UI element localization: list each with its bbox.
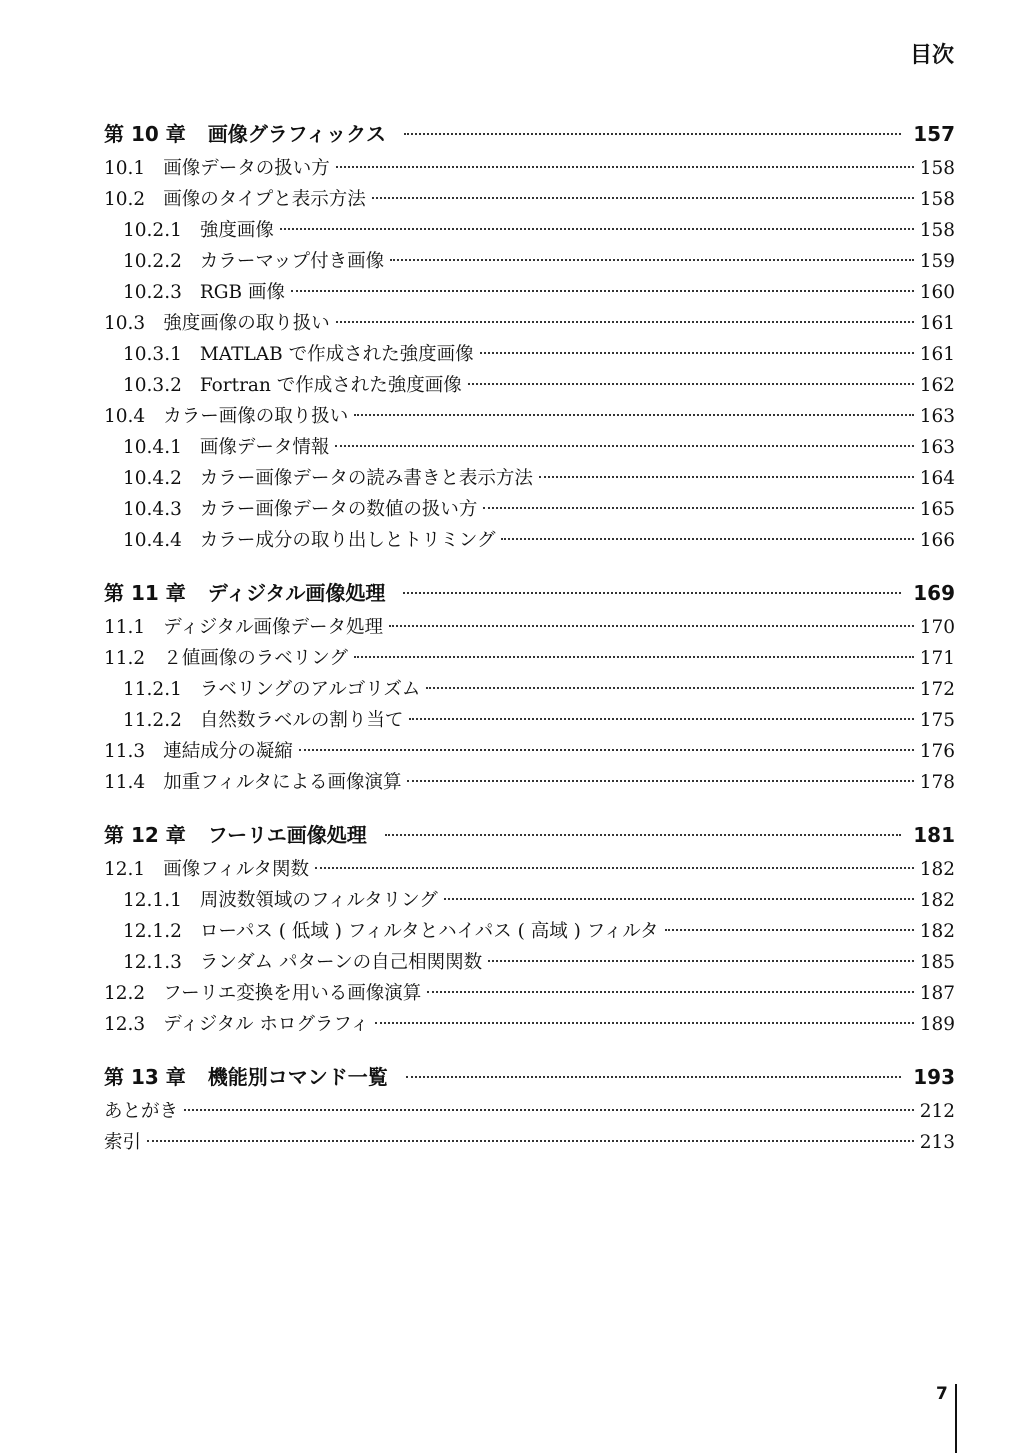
leader-dots: [280, 228, 914, 230]
leader-dots: [291, 290, 914, 292]
leader-dots: [444, 898, 914, 900]
entry-title: 周波数領域のフィルタリング: [199, 890, 438, 911]
toc-entry[interactable]: [104, 402, 955, 433]
toc-entry[interactable]: [104, 644, 955, 675]
entry-page: 172: [919, 679, 955, 700]
table-of-contents: [104, 118, 955, 1179]
leader-dots: [404, 133, 901, 135]
toc-entry-index[interactable]: [104, 1128, 955, 1159]
entry-title: カラー画像の取り扱い: [163, 406, 349, 427]
toc-entry[interactable]: [104, 464, 955, 495]
entry-title: 索引: [104, 1132, 142, 1153]
entry-title: カラーマップ付き画像: [199, 251, 385, 272]
entry-number: 10.2.3: [123, 282, 182, 303]
entry-title: ランダム パターンの自己相関関数: [199, 952, 483, 973]
entry-title: MATLAB で作成された強度画像: [199, 344, 474, 365]
toc-entry-afterword[interactable]: [104, 1097, 955, 1128]
chapter-page: 157: [913, 122, 955, 146]
entry-number: 12.1: [104, 859, 146, 880]
toc-entry[interactable]: [104, 948, 955, 979]
leader-dots: [336, 166, 914, 168]
entry-number: 11.2.1: [123, 679, 182, 700]
chapter-heading[interactable]: [104, 577, 955, 613]
chapter-number: 第 11 章: [104, 581, 186, 605]
chapter-11: [104, 577, 955, 799]
toc-entry[interactable]: [104, 979, 955, 1010]
entry-title: あとがき: [104, 1101, 179, 1122]
entry-number: 10.4.4: [123, 530, 182, 551]
toc-entry[interactable]: [104, 526, 955, 557]
entry-page: 159: [919, 251, 955, 272]
chapter-page: 181: [913, 823, 955, 847]
toc-entry[interactable]: [104, 185, 955, 216]
leader-dots: [385, 834, 901, 836]
entry-page: 170: [919, 617, 955, 638]
entry-page: 161: [919, 344, 955, 365]
toc-entry[interactable]: [104, 706, 955, 737]
entry-number: 10.3.1: [123, 344, 182, 365]
entry-page: 161: [919, 313, 955, 334]
leader-dots: [147, 1140, 914, 1142]
entry-page: 213: [919, 1132, 955, 1153]
chapter-number: 第 13 章: [104, 1065, 186, 1089]
leader-dots: [488, 960, 914, 962]
entry-number: 12.2: [104, 983, 146, 1004]
entry-page: 189: [919, 1014, 955, 1035]
entry-title: Fortran で作成された強度画像: [199, 375, 462, 396]
leader-dots: [389, 625, 914, 627]
leader-dots: [409, 718, 913, 720]
chapter-12: [104, 819, 955, 1041]
leader-dots: [427, 991, 913, 993]
leader-dots: [336, 321, 914, 323]
entry-number: 10.3.2: [123, 375, 182, 396]
page-header-title: 目次: [909, 43, 954, 68]
entry-page: 176: [919, 741, 955, 762]
entry-title: 強度画像の取り扱い: [163, 313, 330, 334]
leader-dots: [480, 352, 914, 354]
entry-page: 162: [919, 375, 955, 396]
chapter-heading[interactable]: [104, 819, 955, 855]
chapter-title: フーリエ画像処理: [207, 823, 367, 847]
leader-dots: [184, 1109, 914, 1111]
toc-entry[interactable]: [104, 917, 955, 948]
entry-number: 11.2: [104, 648, 146, 669]
toc-entry[interactable]: [104, 886, 955, 917]
entry-page: 175: [919, 710, 955, 731]
entry-number: 10.2: [104, 189, 146, 210]
leader-dots: [315, 867, 914, 869]
toc-entry[interactable]: [104, 1010, 955, 1041]
entry-number: 12.3: [104, 1014, 146, 1035]
entry-page: 182: [919, 890, 955, 911]
entry-page: 212: [919, 1101, 955, 1122]
entry-number: 10.2.1: [123, 220, 182, 241]
entry-title: 画像データの扱い方: [163, 158, 330, 179]
leader-dots: [501, 538, 913, 540]
leader-dots: [468, 383, 914, 385]
entry-number: 12.1.3: [123, 952, 182, 973]
leader-dots: [375, 1022, 914, 1024]
entry-title: RGB 画像: [199, 282, 286, 303]
leader-dots: [403, 592, 901, 594]
entry-number: 11.3: [104, 741, 146, 762]
leader-dots: [407, 780, 913, 782]
leader-dots: [335, 445, 913, 447]
leader-dots: [539, 476, 914, 478]
leader-dots: [354, 656, 914, 658]
leader-dots: [426, 687, 913, 689]
margin-rule: [955, 1384, 957, 1453]
toc-entry[interactable]: [104, 613, 955, 644]
toc-entry[interactable]: [104, 154, 955, 185]
toc-entry[interactable]: [104, 371, 955, 402]
leader-dots: [372, 197, 914, 199]
entry-page: 171: [919, 648, 955, 669]
entry-number: 11.1: [104, 617, 146, 638]
entry-title: ラベリングのアルゴリズム: [199, 679, 421, 700]
toc-entry[interactable]: [104, 737, 955, 768]
entry-title: 自然数ラベルの割り当て: [199, 710, 404, 731]
chapter-13: [104, 1061, 955, 1159]
entry-number: 10.4: [104, 406, 146, 427]
toc-entry[interactable]: [104, 309, 955, 340]
entry-page: 163: [919, 406, 955, 427]
entry-page: 182: [919, 859, 955, 880]
entry-number: 10.4.2: [123, 468, 182, 489]
toc-entry[interactable]: [104, 768, 955, 799]
toc-entry[interactable]: [104, 247, 955, 278]
entry-number: 10.2.2: [123, 251, 182, 272]
toc-entry[interactable]: [104, 340, 955, 371]
entry-number: 10.4.3: [123, 499, 182, 520]
entry-title: カラー画像データの数値の扱い方: [199, 499, 478, 520]
toc-entry[interactable]: [104, 278, 955, 309]
entry-page: 158: [919, 220, 955, 241]
entry-title: 画像のタイプと表示方法: [163, 189, 366, 210]
page-number: 7: [936, 1384, 948, 1404]
chapter-title: ディジタル画像処理: [207, 581, 386, 605]
entry-page: 185: [919, 952, 955, 973]
entry-title: 連結成分の凝縮: [163, 741, 293, 762]
leader-dots: [483, 507, 913, 509]
entry-page: 158: [919, 189, 955, 210]
entry-title: ディジタル画像データ処理: [163, 617, 383, 638]
toc-entry[interactable]: [104, 855, 955, 886]
chapter-page: 169: [913, 581, 955, 605]
entry-title: 画像フィルタ関数: [163, 859, 309, 880]
entry-page: 165: [919, 499, 955, 520]
entry-page: 187: [919, 983, 955, 1004]
entry-page: 182: [919, 921, 955, 942]
leader-dots: [665, 929, 914, 931]
entry-number: 10.3: [104, 313, 146, 334]
chapter-heading[interactable]: [104, 1061, 955, 1097]
chapter-number: 第 10 章: [104, 122, 186, 146]
leader-dots: [390, 259, 914, 261]
chapter-title: 機能別コマンド一覧: [207, 1065, 388, 1089]
entry-number: 12.1.1: [123, 890, 182, 911]
entry-title: カラー成分の取り出しとトリミング: [199, 530, 496, 551]
entry-title: ディジタル ホログラフィ: [163, 1014, 369, 1035]
leader-dots: [406, 1076, 901, 1078]
entry-number: 11.2.2: [123, 710, 182, 731]
entry-title: ローパス ( 低域 ) フィルタとハイパス ( 高域 ) フィルタ: [199, 921, 659, 942]
toc-entry[interactable]: [104, 495, 955, 526]
leader-dots: [354, 414, 913, 416]
entry-title: 画像データ情報: [199, 437, 330, 458]
chapter-heading[interactable]: [104, 118, 955, 154]
chapter-page: 193: [913, 1065, 955, 1089]
entry-number: 10.1: [104, 158, 146, 179]
chapter-10: [104, 118, 955, 557]
entry-title: 強度画像: [199, 220, 274, 241]
entry-title: カラー画像データの読み書きと表示方法: [199, 468, 533, 489]
entry-page: 178: [919, 772, 955, 793]
entry-title: フーリエ変換を用いる画像演算: [163, 983, 422, 1004]
entry-number: 12.1.2: [123, 921, 182, 942]
entry-number: 10.4.1: [123, 437, 182, 458]
entry-page: 160: [919, 282, 955, 303]
toc-entry[interactable]: [104, 216, 955, 247]
toc-entry[interactable]: [104, 675, 955, 706]
leader-dots: [299, 749, 914, 751]
entry-title: 加重フィルタによる画像演算: [163, 772, 402, 793]
entry-page: 158: [919, 158, 955, 179]
entry-number: 11.4: [104, 772, 146, 793]
chapter-number: 第 12 章: [104, 823, 186, 847]
entry-page: 163: [919, 437, 955, 458]
entry-title: ２値画像のラベリング: [163, 648, 348, 669]
entry-page: 164: [919, 468, 955, 489]
toc-entry[interactable]: [104, 433, 955, 464]
entry-page: 166: [919, 530, 955, 551]
chapter-title: 画像グラフィックス: [207, 122, 386, 146]
